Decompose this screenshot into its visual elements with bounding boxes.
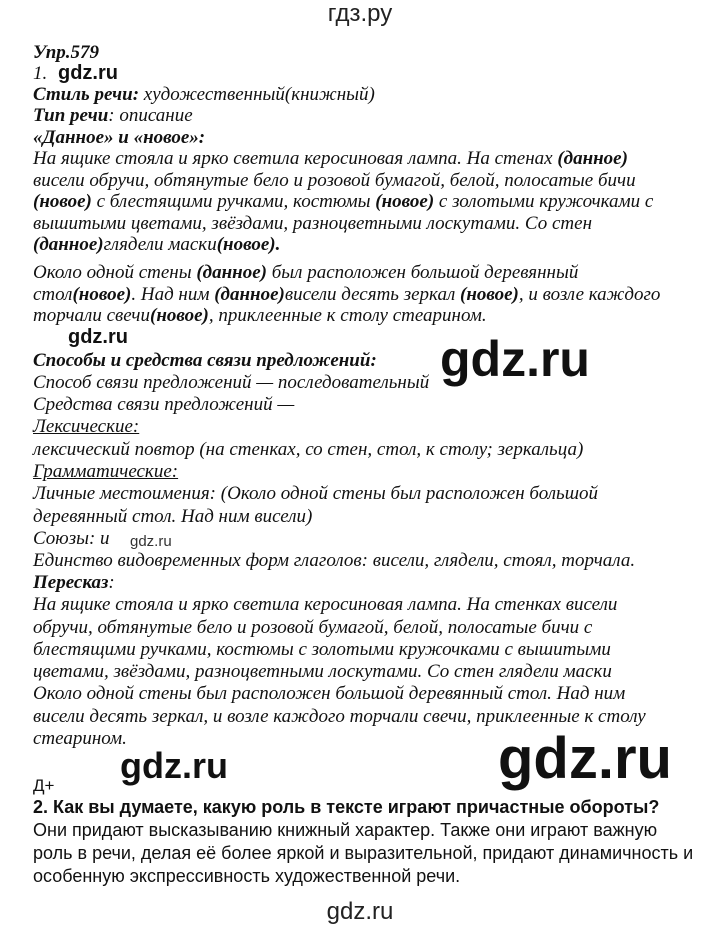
retelling-line: стеарином. — [33, 728, 127, 749]
part-number: 1. — [33, 63, 48, 84]
grammar-line: деревянный стол. Над ним висели) — [33, 506, 313, 527]
given-new-line: (данное)глядели маски(новое). — [33, 234, 281, 255]
answer-2-line: роль в речи, делая её более яркой и выразительной, придают динамичность и — [33, 843, 694, 863]
given-new-line: Около одной стены (данное) был расположен большой деревянный — [33, 262, 579, 283]
given-new-heading: «Данное» и «новое»: — [33, 127, 206, 148]
grammar-label: Грамматические: — [33, 461, 179, 482]
watermark: gdz.ru — [58, 62, 118, 84]
speech-style-label: Стиль речи: — [33, 84, 140, 105]
given-new-line: торчали свечи(новое), приклеенные к столу стеарином. — [33, 305, 487, 326]
speech-style-line — [33, 84, 375, 105]
watermark: gdz.ru — [440, 331, 590, 387]
links-method: Способ связи предложений — последовательный — [33, 372, 430, 393]
speech-type-line — [33, 105, 193, 126]
watermark: gdz.ru — [120, 745, 228, 786]
verb-forms-unity: Единство видовременных форм глаголов: висели, глядели, стоял, торчала. — [33, 550, 636, 571]
retelling-line: блестящими ручками, костюмы с золотыми кружочками с вышитыми — [33, 639, 611, 660]
links-means: Средства связи предложений — — [33, 394, 295, 415]
retelling-heading: Пересказ: — [33, 572, 115, 593]
speech-style-value: художественный(книжный) — [139, 84, 375, 105]
site-logo-top: гдз.ру — [327, 0, 393, 27]
retelling-line: цветами, звёздами, разноцветными лоскутами. Со стен глядели маски — [33, 661, 612, 682]
answer-2-line: Они придают высказыванию книжный характер. Также они играют важную — [33, 820, 658, 840]
retelling-line: На ящике стояла и ярко светила керосиновая лампа. На стенках висели — [33, 594, 618, 615]
given-new-line: (новое) с блестящими ручками, костюмы (новое) с золотыми кружочками с — [33, 191, 654, 212]
given-new-line: вышитыми цветами, звёздами, разноцветными лоскутами. Со стен — [33, 213, 592, 234]
retelling-line: обручи, обтянутые бело и розовой бумагой, белой, полосатые бичи с — [33, 617, 593, 638]
site-logo-bottom: gdz.ru — [326, 898, 394, 925]
given-new-line: На ящике стояла и ярко светила керосиновая лампа. На стенах (данное) — [33, 148, 628, 169]
links-heading: Способы и средства связи предложений: — [33, 350, 377, 371]
answer-2-line: особенную экспрессивность художественной речи. — [33, 866, 461, 886]
conjunctions: Союзы: и — [33, 528, 110, 549]
lexical-value: лексический повтор (на стенках, со стен, стол, к столу; зеркальца) — [33, 439, 584, 460]
speech-type-label: Тип речи — [33, 105, 109, 126]
grade: Д+ — [33, 776, 55, 795]
watermark: gdz.ru — [498, 726, 672, 791]
grammar-line: Личные местоимения: (Около одной стены был расположен большой — [33, 483, 599, 504]
lexical-label: Лексические: — [33, 416, 140, 437]
retelling-line: висели десять зеркал, и возле каждого торчали свечи, приклеенные к столу — [33, 706, 646, 727]
retelling-line: Около одной стены был расположен большой деревянный стол. Над ним — [33, 683, 626, 704]
speech-type-value: : описание — [108, 105, 193, 126]
given-new-line: стол(новое). Над ним (данное)висели десять зеркал (новое), и возле каждого — [33, 284, 661, 305]
watermark: gdz.ru — [68, 326, 128, 348]
question-2: 2. Как вы думаете, какую роль в тексте играют причастные обороты? — [33, 797, 660, 817]
watermark: gdz.ru — [130, 533, 172, 550]
given-new-line: висели обручи, обтянутые бело и розовой бумагой, белой, полосатые бичи — [33, 170, 636, 191]
exercise-number: Упр.579 — [33, 42, 100, 63]
